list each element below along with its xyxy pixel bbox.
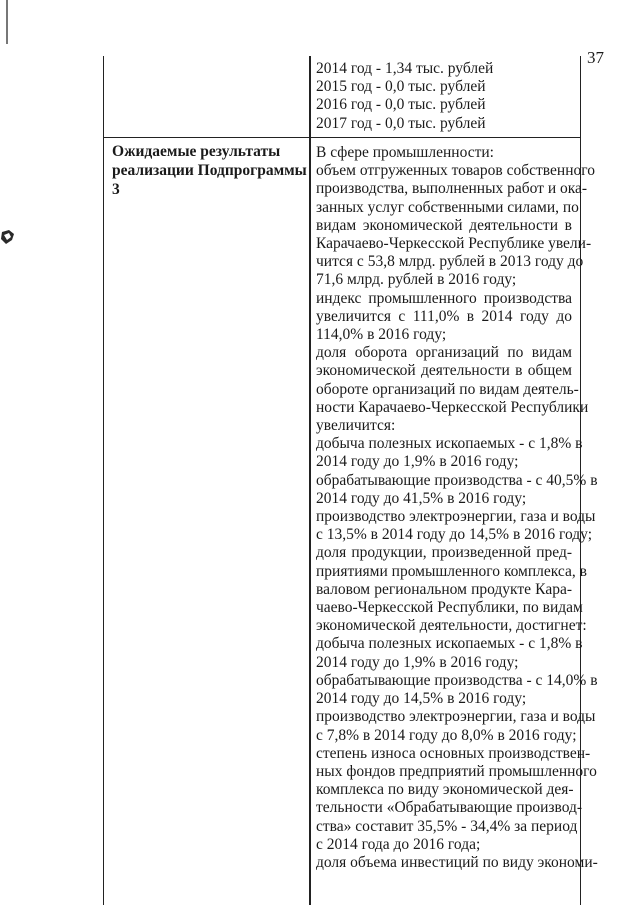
- funding-line: 2017 год - 0,0 тыс. рублей: [316, 114, 486, 132]
- results-line: экономической деятельности в общем: [316, 362, 572, 380]
- results-line: индекс промышленного производства: [316, 289, 572, 307]
- results-line: обрабатывающие производства - с 40,5% в: [316, 471, 598, 489]
- results-line: видам экономической деятельности в: [316, 216, 572, 234]
- results-line: ных фондов предприятий промышленного: [316, 762, 597, 780]
- results-line: добыча полезных ископаемых - с 1,8% в: [316, 635, 583, 653]
- results-line: тельности «Обрабатывающие производ-: [316, 799, 583, 817]
- results-line: с 13,5% в 2014 году до 14,5% в 2016 году;: [316, 526, 593, 544]
- results-line: В сфере промышленности:: [316, 144, 494, 161]
- results-line: обрабатывающие производства - с 14,0% в: [316, 671, 598, 689]
- results-line: увеличится с 111,0% в 2014 году до: [316, 307, 572, 325]
- results-line: увеличится:: [316, 417, 396, 435]
- results-line: 2014 году до 14,5% в 2016 году;: [316, 690, 527, 708]
- results-line: производство электроэнергии, газа и воды: [316, 508, 596, 526]
- results-line: занных услуг собственными силами, по: [316, 198, 579, 216]
- results-line: производство электроэнергии, газа и воды: [316, 708, 596, 726]
- results-line: чаево-Черкесской Республики, по видам: [316, 599, 583, 617]
- results-line: доля продукции, произведенной пред-: [316, 544, 572, 562]
- results-line: с 2014 года до 2016 года;: [316, 835, 481, 853]
- results-cell: [316, 144, 598, 872]
- results-line: приятиями промышленного комплекса, в: [316, 562, 587, 580]
- results-line: степень износа основных производствен-: [316, 744, 591, 762]
- results-line: обороте организаций по видам деятель-: [316, 380, 579, 398]
- results-line: доля оборота организаций по видам: [316, 344, 572, 362]
- results-line: валовом региональном продукте Кара-: [316, 580, 572, 598]
- results-line: 2014 году до 1,9% в 2016 году;: [316, 453, 519, 471]
- page-number: 37: [587, 48, 604, 67]
- results-line: доля объема инвестиций по виду экономи-: [316, 853, 598, 871]
- column-divider: [309, 56, 311, 905]
- funding-line: 2016 год - 0,0 тыс. рублей: [316, 96, 486, 114]
- results-line: производства, выполненных работ и ока-: [316, 180, 588, 198]
- results-line: объем отгруженных товаров собственного: [316, 162, 595, 180]
- results-line: ности Карачаево-Черкесской Республики: [316, 398, 589, 416]
- funding-line: 2015 год - 0,0 тыс. рублей: [316, 78, 486, 96]
- results-heading-line: реализации Подпрограммы 3: [112, 162, 307, 198]
- results-line: Карачаево-Черкесской Республике увели-: [316, 235, 592, 253]
- document-table: [103, 56, 598, 905]
- results-line: 2014 году до 1,9% в 2016 году;: [316, 653, 519, 671]
- results-line: с 7,8% в 2014 году до 8,0% в 2016 году;: [316, 726, 577, 744]
- results-line: добыча полезных ископаемых - с 1,8% в: [316, 435, 583, 453]
- table-row-funding: [104, 56, 580, 138]
- results-line: ства» составит 35,5% - 34,4% за период: [316, 817, 578, 835]
- funding-cell: [316, 60, 572, 133]
- results-line: чится с 53,8 млрд. рублей в 2013 году до: [316, 253, 584, 271]
- results-line: 2014 году до 41,5% в 2016 году;: [316, 489, 527, 507]
- results-line: комплекса по виду экономической дея-: [316, 781, 574, 799]
- funding-line: 2014 год - 1,34 тыс. рублей: [316, 60, 494, 77]
- hole-punch-mark: [0, 228, 16, 246]
- results-line: 114,0% в 2016 году;: [316, 326, 447, 344]
- results-heading-cell: [112, 142, 308, 199]
- binding-mark: [6, 0, 8, 44]
- results-line: экономической деятельности, достигнет:: [316, 617, 587, 635]
- results-heading-line: Ожидаемые результаты: [112, 143, 281, 160]
- results-line: 71,6 млрд. рублей в 2016 году;: [316, 271, 517, 289]
